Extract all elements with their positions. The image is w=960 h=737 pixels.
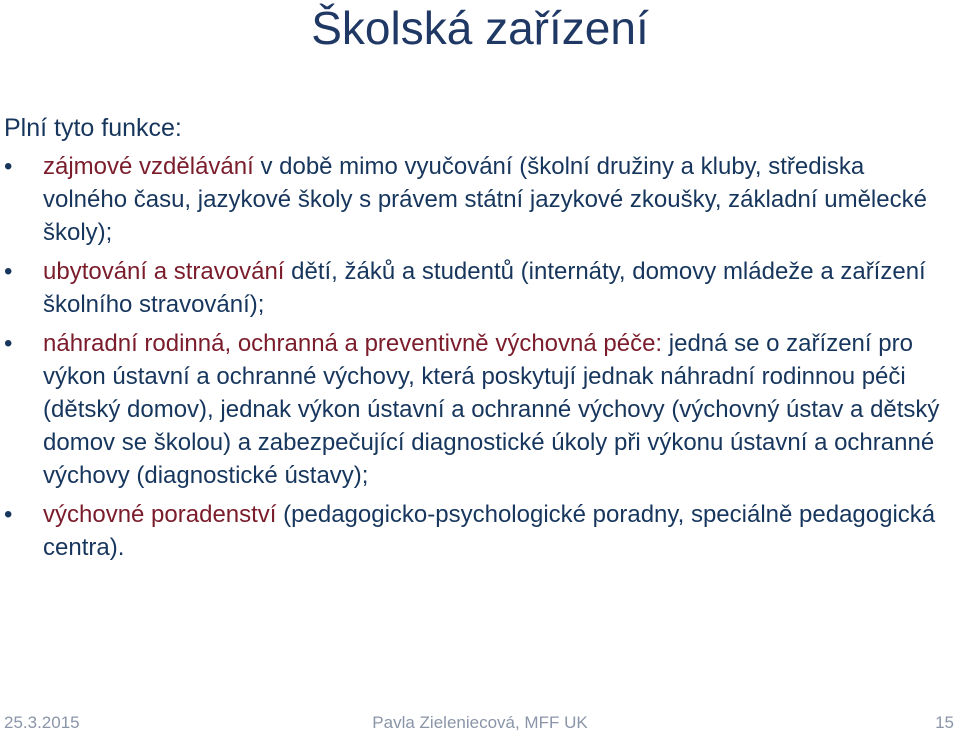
footer-author: Pavla Zieleniecová, MFF UK — [372, 713, 588, 732]
item-description: v době mimo vyučování (školní družiny a kluby, střediska volného času, jazykové školy s právem státní jazykové zkoušky, základní umělecké školy); — [43, 153, 927, 246]
bullet-icon: • — [4, 153, 13, 180]
list-item-interest-education — [0, 150, 950, 249]
highlight-term: zájmové vzdělávání — [43, 153, 254, 180]
item-description: (pedagogicko-psychologické poradny, speciálně pedagogická centra). — [43, 501, 936, 561]
list-item-substitute-care — [0, 327, 950, 492]
intro-text: Plní tyto funkce: — [4, 114, 182, 142]
item-description: jedná se o zařízení pro výkon ústavní a ochranné výchovy, která poskytují jednak náhradní rodinnou péči (dětský domov), jednak výkon ústavní a ochranné výchovy (výchovný ústav a dětský domov se školou) a zabezpečující diagnostické úkoly při výkonu ústavní a ochranné výchovy (diagnostické ústavy); — [43, 330, 940, 489]
item-description: dětí, žáků a studentů (internáty, domovy mládeže a zařízení školního stravování); — [43, 258, 926, 318]
function-list — [0, 150, 950, 570]
bullet-icon: • — [4, 330, 13, 357]
page-number: 15 — [935, 713, 954, 732]
highlight-term: výchovné poradenství — [43, 501, 277, 528]
bullet-icon: • — [4, 258, 13, 285]
bullet-icon: • — [4, 501, 13, 528]
list-item-accommodation — [0, 255, 950, 321]
footer-date: 25.3.2015 — [4, 713, 80, 732]
highlight-term: ubytování a stravování — [43, 258, 285, 285]
list-item-counseling — [0, 498, 950, 564]
slide-title: Školská zařízení — [311, 2, 649, 54]
highlight-term: náhradní rodinná, ochranná a preventivně výchovná péče: — [43, 330, 663, 357]
